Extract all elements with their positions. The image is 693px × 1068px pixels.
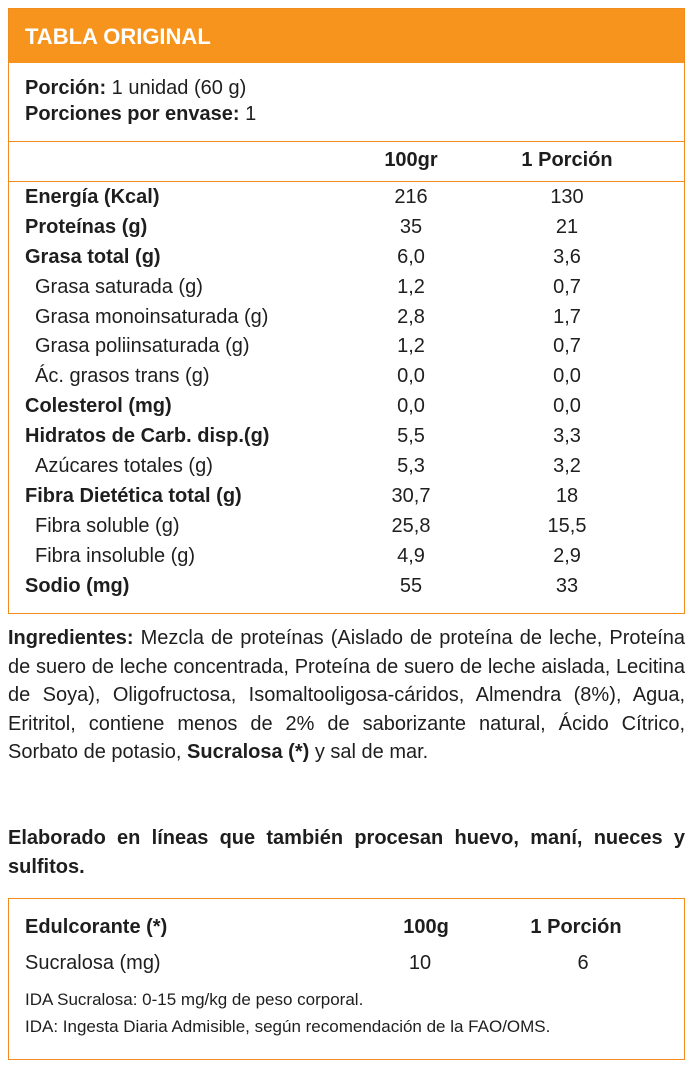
table-title: TABLA ORIGINAL <box>25 24 211 49</box>
nutrient-value-100g: 0,0 <box>397 395 425 418</box>
nutrient-value-100g: 0,0 <box>397 365 425 388</box>
nutrient-label: Ác. grasos trans (g) <box>35 365 210 388</box>
nutrient-row <box>9 332 684 362</box>
ingredients-tail: y sal de mar. <box>309 741 429 763</box>
sweetener-row-portion: 6 <box>577 952 589 974</box>
nutrient-value-100g: 5,5 <box>397 425 425 448</box>
nutrient-value-portion: 0,7 <box>553 335 581 358</box>
nutrient-label: Sodio (mg) <box>25 574 130 597</box>
column-header-100g: 100gr <box>384 149 438 171</box>
nutrient-rows <box>9 183 684 601</box>
ida-definition-note: IDA: Ingesta Diaria Admisible, según recomendación de la FAO/OMS. <box>25 1017 551 1036</box>
serving-size-label: Porción: <box>25 77 107 99</box>
servings-per-container-label: Porciones por envase: <box>25 103 240 125</box>
nutrition-table <box>8 8 685 614</box>
nutrient-value-portion: 1,7 <box>553 305 581 328</box>
nutrient-row <box>9 392 684 422</box>
nutrient-value-portion: 3,6 <box>553 245 581 268</box>
nutrient-label: Grasa monoinsaturada (g) <box>35 305 269 328</box>
nutrient-label: Energía (Kcal) <box>25 186 160 208</box>
nutrient-value-100g: 5,3 <box>397 455 425 478</box>
sweetener-header-100g: 100g <box>403 916 449 938</box>
servings-per-container-line <box>25 101 256 127</box>
nutrient-row <box>9 273 684 303</box>
divider-line <box>9 141 684 142</box>
nutrient-row <box>9 542 684 572</box>
nutrient-value-portion: 3,3 <box>553 425 581 448</box>
serving-size-value: 1 unidad (60 g) <box>106 77 247 99</box>
nutrient-label: Proteínas (g) <box>25 215 148 238</box>
ingredients-paragraph <box>8 624 685 767</box>
sweetener-row-100g: 10 <box>408 952 432 974</box>
nutrient-value-100g: 1,2 <box>397 335 425 358</box>
nutrient-label: Fibra insoluble (g) <box>35 544 196 567</box>
serving-size-line <box>25 75 246 101</box>
nutrient-label: Grasa poliinsaturada (g) <box>35 335 250 358</box>
nutrient-label: Fibra Dietética total (g) <box>25 484 242 507</box>
nutrient-value-portion: 0,0 <box>553 365 581 388</box>
sweetener-table <box>8 898 685 1060</box>
sweetener-header-portion: 1 Porción <box>530 916 622 938</box>
nutrient-value-100g: 30,7 <box>391 484 431 507</box>
nutrient-row <box>9 572 684 602</box>
nutrient-value-100g: 2,8 <box>397 305 425 328</box>
ingredients-text: Mezcla de proteínas (Aislado de proteína de leche, Proteína de suero de leche concentrada, Proteína de suero de leche aislada, Lecitina de Soya), Oligofructosa, Isomaltooligosa-cáridos, Almendra (8%), Agua, Eritritol, contiene menos de 2% de saborizante natural, Ácido Cítrico, Sorbato de potasio, <box>8 627 685 763</box>
nutrient-row <box>9 183 684 213</box>
sweetener-row-label: Sucralosa (mg) <box>25 952 161 974</box>
nutrient-value-portion: 3,2 <box>553 455 581 478</box>
nutrient-label: Colesterol (mg) <box>25 395 172 418</box>
servings-per-container-value: 1 <box>239 103 257 125</box>
nutrient-value-100g: 55 <box>399 574 423 597</box>
table-header-bar <box>9 9 684 63</box>
nutrient-value-100g: 6,0 <box>397 245 425 268</box>
nutrient-label: Grasa total (g) <box>25 245 161 268</box>
ida-note: IDA Sucralosa: 0-15 mg/kg de peso corporal. <box>25 990 364 1009</box>
nutrient-value-portion: 0,0 <box>553 395 581 418</box>
nutrient-row <box>9 482 684 512</box>
nutrient-value-100g: 35 <box>399 215 423 238</box>
nutrient-value-100g: 4,9 <box>397 544 425 567</box>
nutrient-value-portion: 18 <box>555 484 579 507</box>
nutrient-label: Hidratos de Carb. disp.(g) <box>25 425 270 448</box>
divider-line <box>9 181 684 182</box>
nutrient-row <box>9 362 684 392</box>
nutrient-row <box>9 422 684 452</box>
ingredients-sweetener: Sucralosa (*) <box>187 741 310 763</box>
nutrient-value-portion: 15,5 <box>547 514 587 537</box>
allergen-statement: Elaborado en líneas que también procesan huevo, maní, nueces y sulfitos. <box>8 827 685 878</box>
nutrient-label: Grasa saturada (g) <box>35 275 203 298</box>
nutrient-label: Fibra soluble (g) <box>35 514 180 537</box>
nutrient-value-100g: 25,8 <box>391 514 431 537</box>
nutrient-row <box>9 303 684 333</box>
ingredients-label: Ingredientes: <box>8 627 134 649</box>
nutrient-row <box>9 512 684 542</box>
nutrient-value-portion: 33 <box>555 574 579 597</box>
nutrient-value-100g: 1,2 <box>397 275 425 298</box>
nutrient-value-portion: 2,9 <box>553 544 581 567</box>
nutrient-row <box>9 243 684 273</box>
nutrient-row <box>9 452 684 482</box>
nutrient-value-portion: 21 <box>555 215 579 238</box>
nutrient-value-100g: 216 <box>394 186 428 208</box>
column-header-portion: 1 Porción <box>521 149 613 171</box>
nutrient-value-portion: 0,7 <box>553 275 581 298</box>
nutrient-row <box>9 213 684 243</box>
nutrient-label: Azúcares totales (g) <box>35 455 213 478</box>
sweetener-header-label: Edulcorante (*) <box>25 916 168 938</box>
nutrient-value-portion: 130 <box>550 186 584 208</box>
